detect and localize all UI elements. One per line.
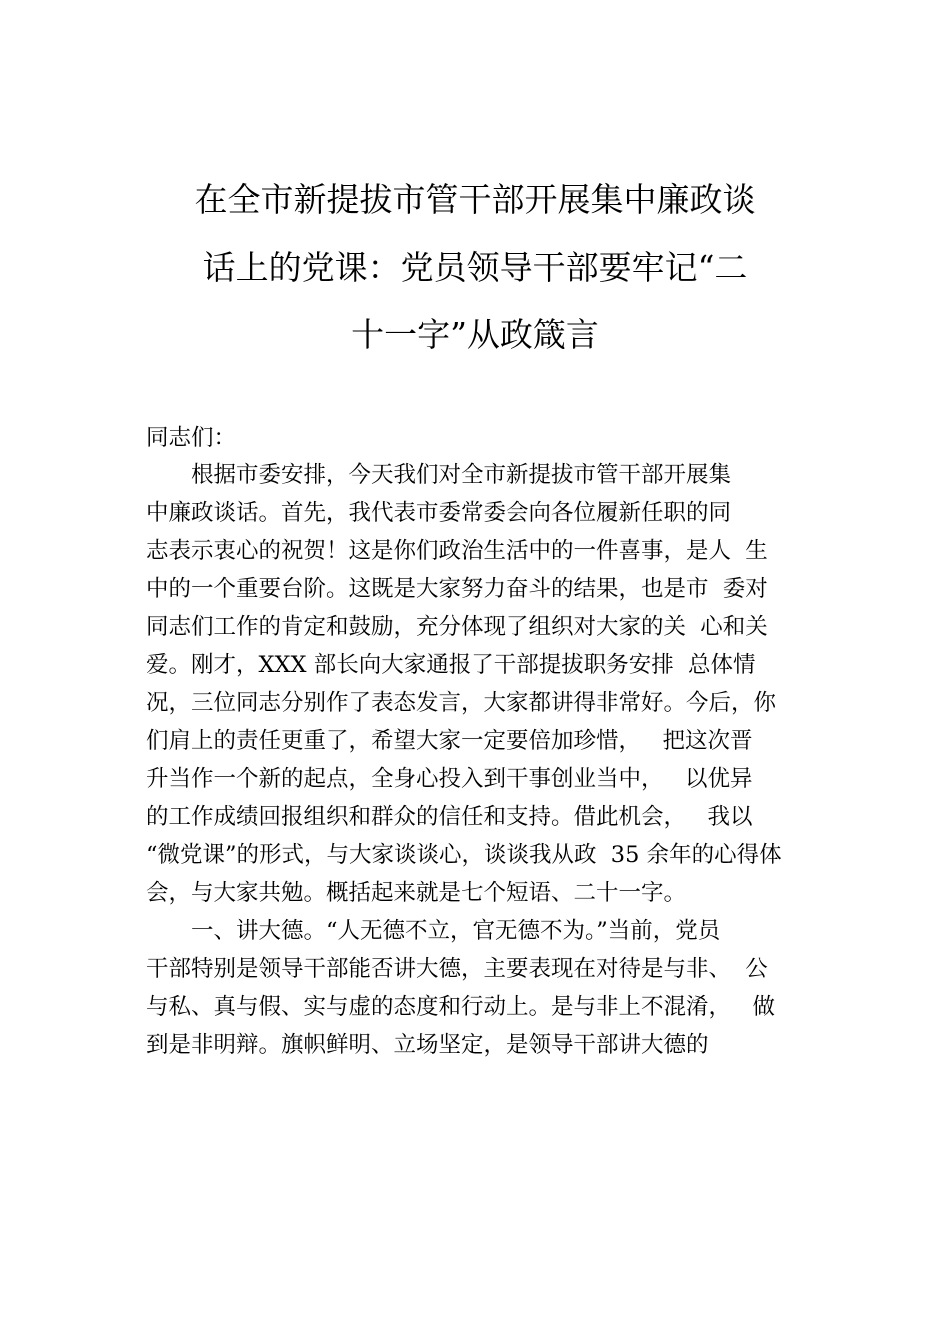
body-line: 爱。刚才，XXX 部长向大家通报了干部提拔职务安排 总体情 bbox=[146, 652, 756, 678]
body-line: 与私、真与假、实与虚的态度和行动上。是与非上不混淆， 做 bbox=[146, 994, 775, 1020]
body-line: 干部特别是领导干部能否讲大德，主要表现在对待是与非、 公 bbox=[146, 956, 768, 982]
body-line: 升当作一个新的起点，全身心投入到干事创业当中， 以优异 bbox=[146, 766, 753, 792]
body-line: 根据市委安排，今天我们对全市新提拔市管干部开展集 bbox=[146, 462, 732, 488]
body-line: 况，三位同志分别作了表态发言，大家都讲得非常好。今后，你 bbox=[146, 690, 777, 716]
title-line-3: 十一字”从政箴言 bbox=[351, 315, 599, 354]
body-line: 中廉政谈话。首先，我代表市委常委会向各位履新任职的同 bbox=[146, 500, 732, 526]
body-line: 一、讲大德。“人无德不立，官无德不为。”当前，党员 bbox=[146, 918, 721, 944]
body-line: 们肩上的责任更重了，希望大家一定要倍加珍惜， 把这次晋 bbox=[146, 728, 753, 754]
body-line: 到是非明辩。旗帜鲜明、立场坚定，是领导干部讲大德的 bbox=[146, 1032, 709, 1058]
salutation: 同志们： bbox=[146, 425, 237, 451]
body-line: 中的一个重要台阶。这既是大家努力奋斗的结果，也是市 委对 bbox=[146, 576, 768, 602]
body-line: 会，与大家共勉。概括起来就是七个短语、二十一字。 bbox=[146, 880, 687, 906]
body-line: 志表示衷心的祝贺！这是你们政治生活中的一件喜事，是人 生 bbox=[146, 538, 768, 564]
title-line-2: 话上的党课：党员领导干部要牢记“二 bbox=[202, 248, 748, 287]
body-line: “微党课”的形式，与大家谈谈心，谈谈我从政 35 余年的心得体 bbox=[146, 842, 782, 868]
body-line: 同志们工作的肯定和鼓励，充分体现了组织对大家的关 心和关 bbox=[146, 614, 768, 640]
title-line-1: 在全市新提拔市管干部开展集中廉政谈 bbox=[194, 180, 756, 219]
body-line: 的工作成绩回报组织和群众的信任和支持。借此机会， 我以 bbox=[146, 804, 753, 830]
